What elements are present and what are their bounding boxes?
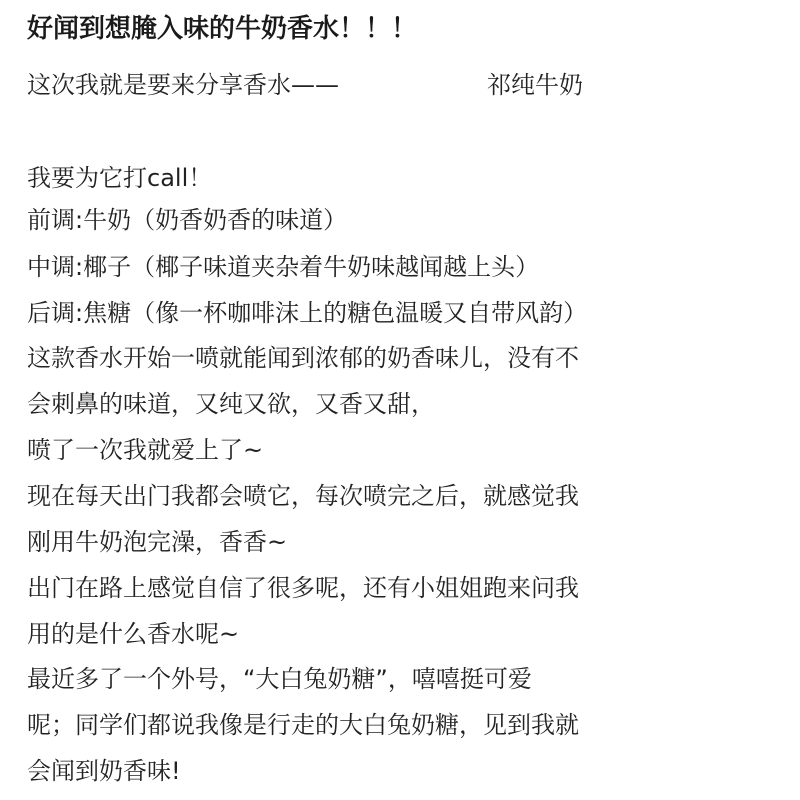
body-line: 喷了一次我就爱上了~: [27, 436, 264, 464]
body-line: 呢；同学们都说我像是行走的大白兔奶糖，见到我就: [27, 711, 579, 739]
body-line: 刚用牛奶泡完澡，香香~: [27, 528, 288, 556]
body-line: 会刺鼻的味道，又纯又欲，又香又甜，: [27, 390, 435, 418]
body-line: 后调:焦糖（像一杯咖啡沫上的糖色温暖又自带风韵）: [27, 299, 588, 327]
body-line: 我要为它打call！: [27, 164, 213, 192]
body-line: 这款香水开始一喷就能闻到浓郁的奶香味儿，没有不: [27, 344, 579, 372]
body-line: 现在每天出门我都会喷它，每次喷完之后，就感觉我: [27, 482, 579, 510]
body-line: 前调:牛奶（奶香奶香的味道）: [27, 206, 348, 234]
body-line: 出门在路上感觉自信了很多呢，还有小姐姐跑来问我: [27, 574, 579, 602]
body-line: 会闻到奶香味!: [27, 757, 181, 785]
body-line: 最近多了一个外号，“大白兔奶糖”，嘻嘻挺可爱: [27, 665, 532, 693]
intro-text: 这次我就是要来分享香水——: [27, 71, 339, 99]
intro-product-name: 祁纯牛奶: [487, 71, 583, 99]
body-line: 用的是什么香水呢~: [27, 620, 240, 648]
post-title: 好闻到想腌入味的牛奶香水！！！: [27, 14, 418, 44]
body-line: 中调:椰子（椰子味道夹杂着牛奶味越闻越上头）: [27, 253, 540, 281]
